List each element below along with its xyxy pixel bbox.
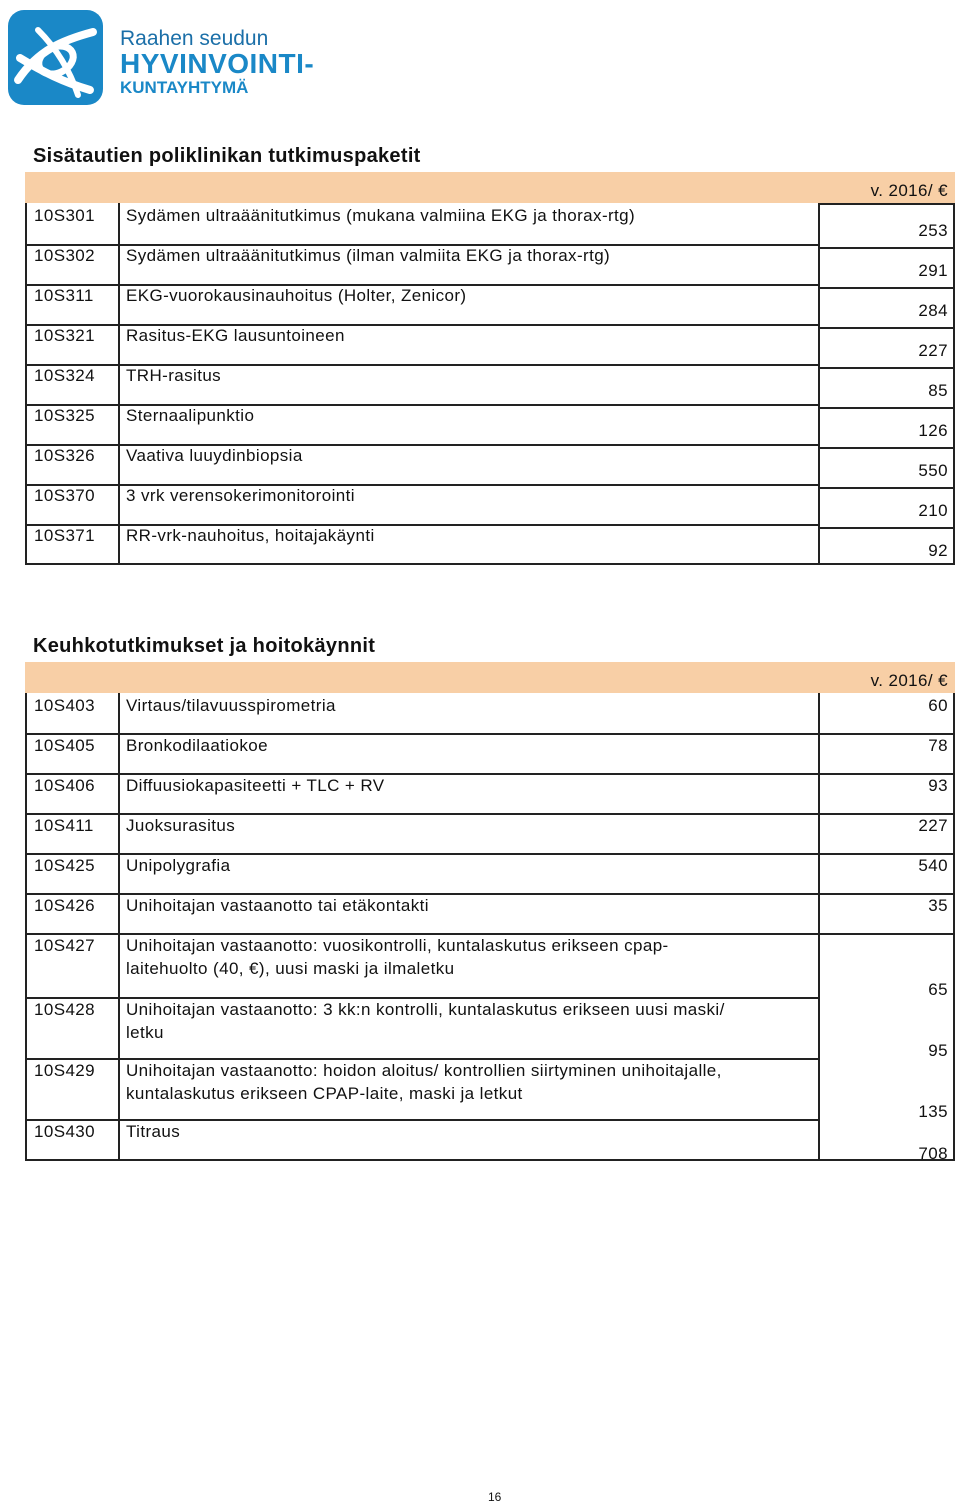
table-rule [25, 1119, 818, 1121]
table-row-price: 78 [928, 736, 948, 755]
table-row-description: Juoksurasitus [126, 816, 236, 835]
table-rule [818, 247, 955, 249]
table-row-description-line2: kuntalaskutus erikseen CPAP-laite, maski ja letkut [126, 1084, 523, 1103]
table-row-description-line2: letku [126, 1023, 164, 1042]
table-row-price: 550 [918, 461, 948, 480]
table-row-price: 65 [928, 980, 948, 999]
table-row-code: 10S371 [34, 526, 96, 545]
table-rule [25, 203, 27, 565]
table-row-code: 10S321 [34, 326, 96, 345]
table-row-code: 10S425 [34, 856, 96, 875]
table-row-price: 95 [928, 1041, 948, 1060]
table-rule [818, 287, 955, 289]
section1-price-header: v. 2016/ € [870, 181, 948, 200]
logo-line1: Raahen seudun [120, 27, 269, 50]
table-rule [953, 203, 955, 565]
table-row-price: 540 [918, 856, 948, 875]
table-row-code: 10S426 [34, 896, 96, 915]
table-rule [25, 773, 818, 775]
table-row-code: 10S429 [34, 1061, 96, 1080]
table-row-description: Unihoitajan vastaanotto: vuosikontrolli, kuntalaskutus erikseen cpap- [126, 936, 669, 955]
table-rule [818, 407, 955, 409]
table-rule [818, 367, 955, 369]
table-rule [25, 733, 818, 735]
table-rule [818, 853, 955, 855]
table-row-description: Sydämen ultraäänitutkimus (ilman valmiita EKG ja thorax-rtg) [126, 246, 611, 265]
page-number: 16 [488, 1490, 502, 1504]
table-rule [818, 203, 955, 205]
section2-price-header: v. 2016/ € [870, 671, 948, 690]
table-rule [25, 693, 27, 1161]
table-row-code: 10S324 [34, 366, 96, 385]
knot-icon [8, 10, 103, 105]
table-rule [118, 203, 120, 565]
table-rule [25, 1159, 955, 1161]
logo-text [120, 28, 314, 98]
table-row-description: Unipolygrafia [126, 856, 231, 875]
table-rule [953, 693, 955, 1161]
table-row-price: 126 [918, 421, 948, 440]
table-row-code: 10S411 [34, 816, 94, 835]
table-row-price: 227 [918, 816, 948, 835]
table-rule [818, 447, 955, 449]
table-row-price: 253 [918, 221, 948, 240]
table-row-description: Unihoitajan vastaanotto: 3 kk:n kontrolli, kuntalaskutus erikseen uusi maski/ [126, 1000, 725, 1019]
table-rule [818, 327, 955, 329]
table-row-description: Unihoitajan vastaanotto: hoidon aloitus/ kontrollien siirtyminen unihoitajalle, [126, 1061, 722, 1080]
table-row-price: 35 [928, 896, 948, 915]
table-row-code: 10S301 [34, 206, 96, 225]
table-row-code: 10S430 [34, 1122, 96, 1141]
table-rule [25, 853, 818, 855]
table-row-code: 10S427 [34, 936, 96, 955]
logo-line3: KUNTAYHTYMÄ [120, 78, 249, 97]
table-row-description-line2: laitehuolto (40, €), uusi maski ja ilmaletku [126, 959, 455, 978]
table-rule [818, 487, 955, 489]
table-row-description: Virtaus/tilavuusspirometria [126, 696, 336, 715]
table-row-price: 93 [928, 776, 948, 795]
table-rule [25, 563, 955, 565]
table-rule [118, 693, 120, 1161]
table-row-code: 10S325 [34, 406, 96, 425]
table-row-description: TRH-rasitus [126, 366, 222, 385]
table-row-description: Rasitus-EKG lausuntoineen [126, 326, 345, 345]
table-rule [25, 813, 818, 815]
section2-title: Keuhkotutkimukset ja hoitokäynnit [33, 635, 376, 657]
table-rule [25, 997, 818, 999]
table-row-price: 708 [918, 1144, 948, 1163]
table-row-price: 92 [928, 541, 948, 560]
table-row-code: 10S403 [34, 696, 96, 715]
table-row-code: 10S370 [34, 486, 96, 505]
table-rule [818, 813, 955, 815]
table-row-description: Sternaalipunktio [126, 406, 255, 425]
table-rule [818, 773, 955, 775]
table-row-code: 10S405 [34, 736, 96, 755]
table-rule [818, 893, 955, 895]
table-row-code: 10S428 [34, 1000, 96, 1019]
table-row-price: 227 [918, 341, 948, 360]
table-row-description: RR-vrk-nauhoitus, hoitajakäynti [126, 526, 375, 545]
table-row-price: 284 [918, 301, 948, 320]
table-rule [818, 933, 955, 935]
table-rule [25, 893, 818, 895]
table-row-description: Bronkodilaatiokoe [126, 736, 268, 755]
table-row-description: Sydämen ultraäänitutkimus (mukana valmiina EKG ja thorax-rtg) [126, 206, 636, 225]
table-row-description: Vaativa luuydinbiopsia [126, 446, 303, 465]
table-row-description: Unihoitajan vastaanotto tai etäkontakti [126, 896, 429, 915]
table-rule [818, 733, 955, 735]
table-rule [818, 527, 955, 529]
table-row-price: 85 [928, 381, 948, 400]
table-row-code: 10S311 [34, 286, 94, 305]
table-row-price: 135 [918, 1102, 948, 1121]
table-row-code: 10S302 [34, 246, 96, 265]
organization-logo [8, 10, 328, 105]
table-row-description: 3 vrk verensokerimonitorointi [126, 486, 355, 505]
table-row-price: 210 [918, 501, 948, 520]
table-rule [25, 933, 818, 935]
table-row-code: 10S406 [34, 776, 96, 795]
table-rule [25, 1058, 818, 1060]
table-row-description: Diffuusiokapasiteetti + TLC + RV [126, 776, 385, 795]
logo-line2: HYVINVOINTI- [120, 48, 315, 79]
table-rule [818, 693, 820, 1161]
table-row-price: 60 [928, 696, 948, 715]
table-row-price: 291 [918, 261, 948, 280]
table-row-code: 10S326 [34, 446, 96, 465]
table-row-description: Titraus [126, 1122, 181, 1141]
table-row-description: EKG-vuorokausinauhoitus (Holter, Zenicor) [126, 286, 467, 305]
section1-title: Sisätautien poliklinikan tutkimuspaketit [33, 145, 421, 167]
